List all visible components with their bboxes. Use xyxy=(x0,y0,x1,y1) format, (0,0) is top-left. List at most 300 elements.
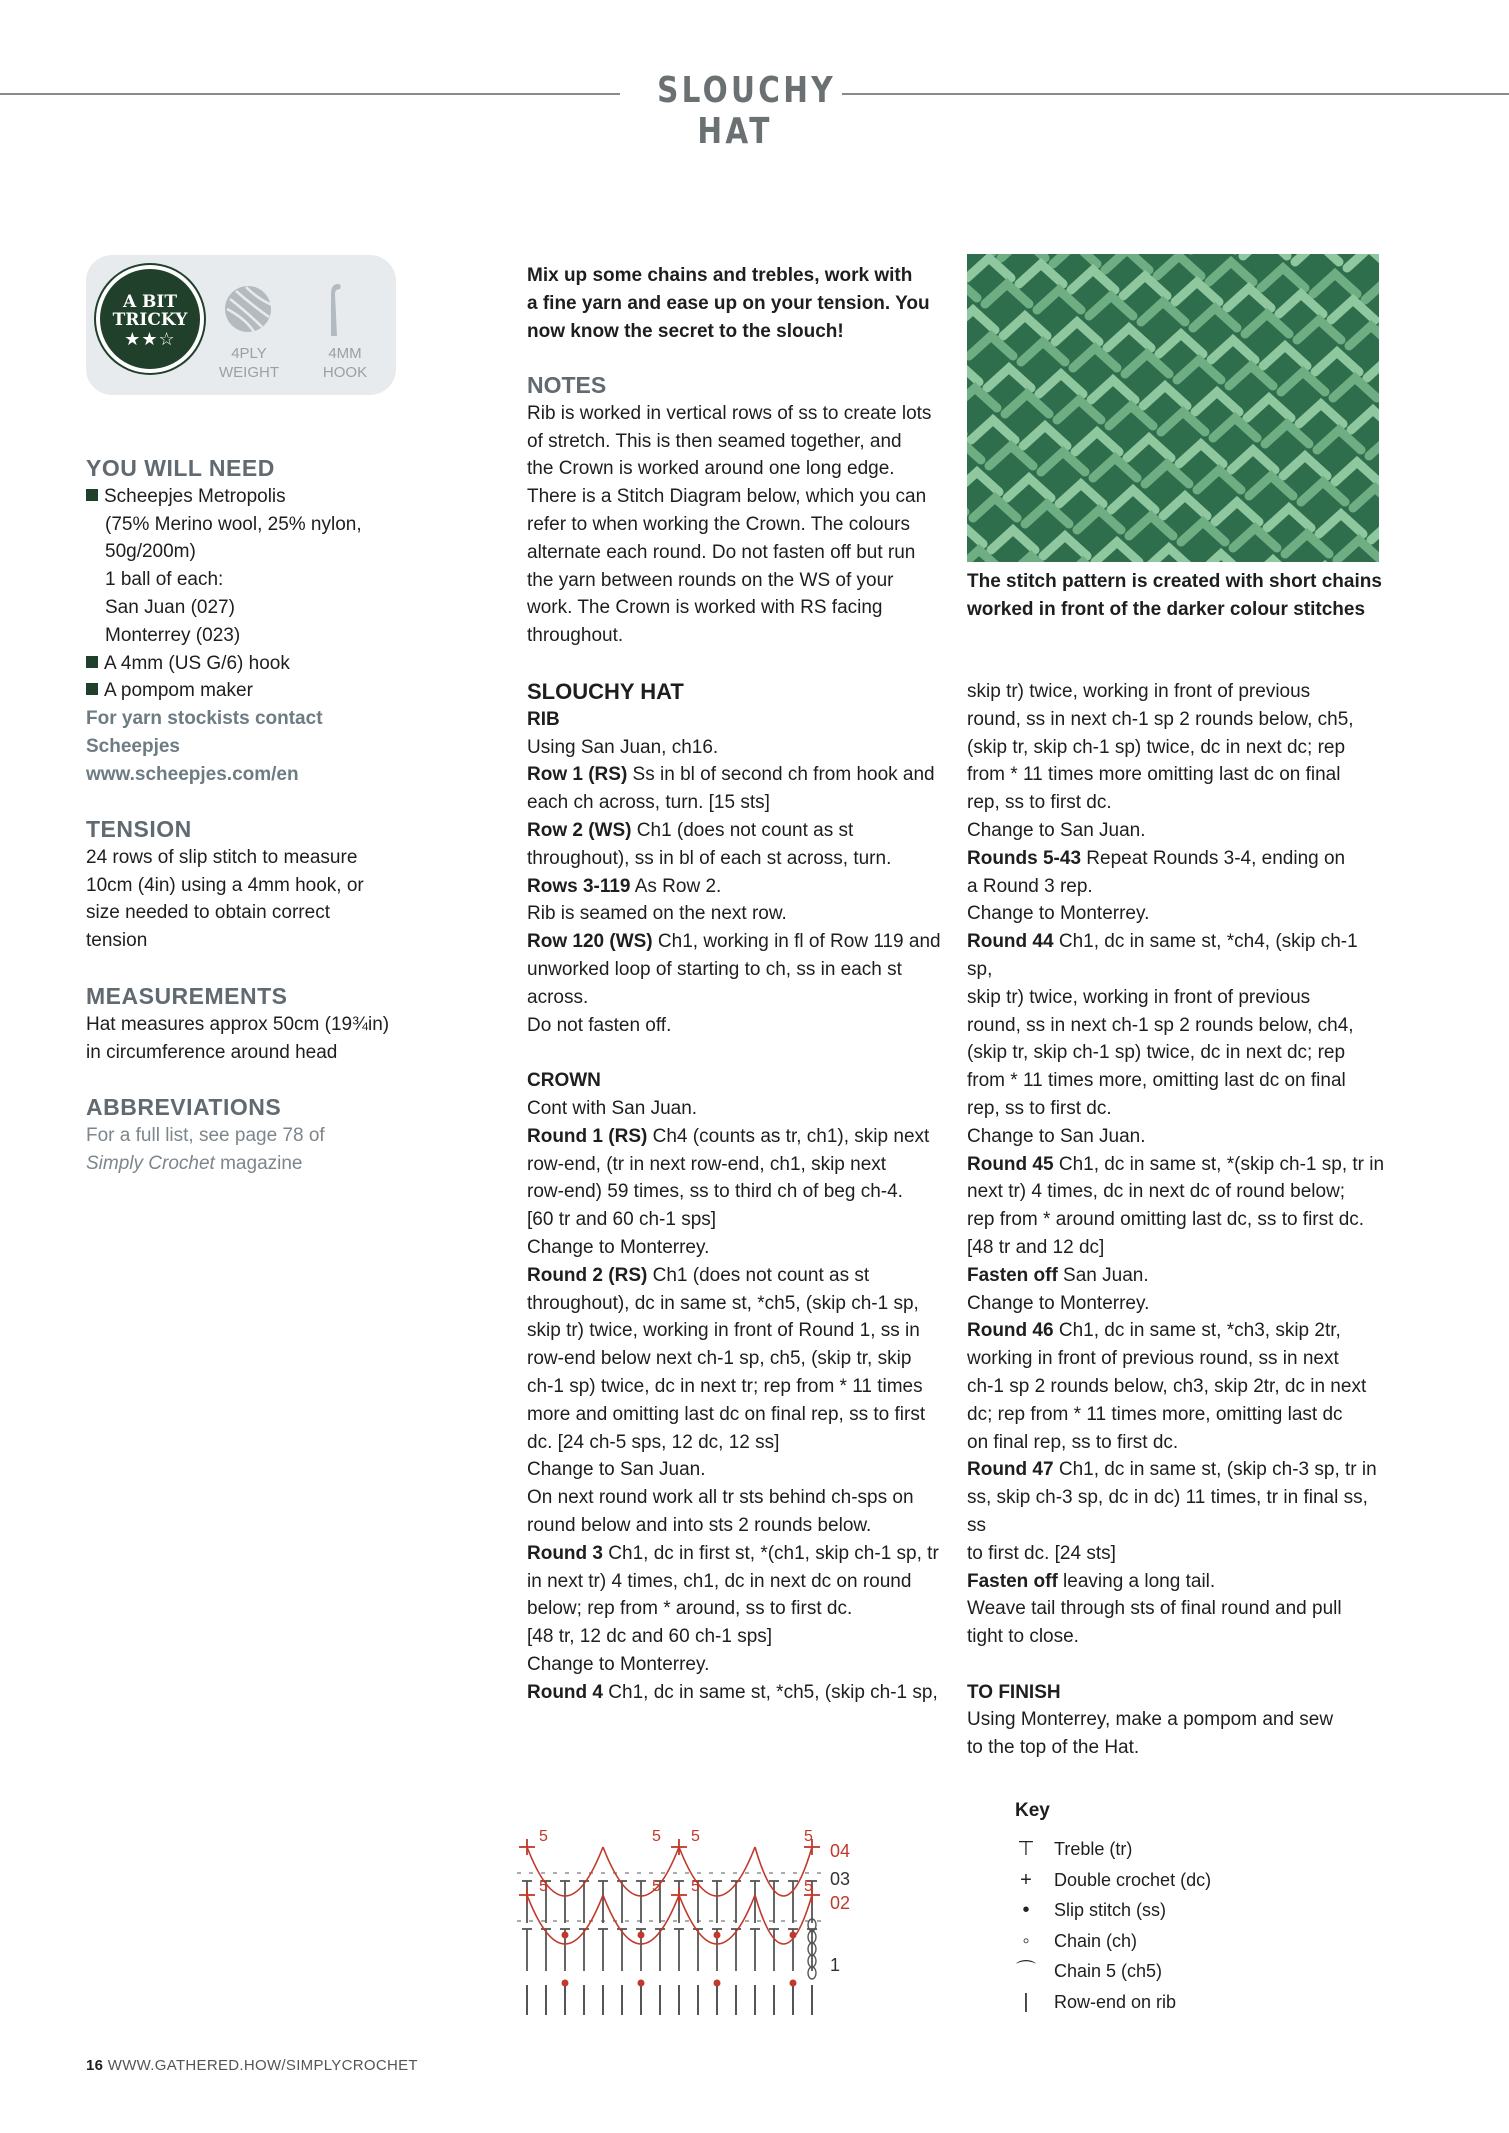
need-item: Monterrey (023) xyxy=(105,624,241,646)
knit-stitch-mark xyxy=(1317,430,1361,450)
header-rule-right xyxy=(842,93,1509,95)
difficulty-badge xyxy=(96,265,204,373)
instruction-text: dc. [24 ch-5 sps, 12 dc, 12 ss] xyxy=(527,1431,780,1453)
knit-stitch-mark xyxy=(1003,316,1047,336)
need-item: 50g/200m) xyxy=(105,541,196,563)
instruction-line xyxy=(967,1095,1387,1123)
instruction-line xyxy=(967,873,1387,901)
instruction-text: Ch1, dc in same st, (skip ch-3 sp, tr in xyxy=(1053,1459,1377,1481)
key-row xyxy=(1012,1897,1312,1923)
chain-count-label: 5 xyxy=(652,1828,661,1845)
knit-stitch-mark xyxy=(1233,528,1277,548)
knit-stitch-mark xyxy=(1075,432,1119,452)
instruction-label: Round 46 xyxy=(967,1320,1054,1342)
hook-line1: 4MM xyxy=(328,345,362,362)
instruction-label: Round 3 xyxy=(527,1542,603,1564)
instruction-text: Change to Monterrey. xyxy=(967,1292,1150,1314)
measurements-line: in circumference around head xyxy=(86,1041,338,1063)
instruction-line xyxy=(527,1178,957,1206)
tension-line: size needed to obtain correct xyxy=(86,902,330,924)
knit-stitch-mark xyxy=(1301,482,1345,502)
need-item: A pompom maker xyxy=(86,677,416,705)
chain-5-arc xyxy=(755,1895,812,1944)
knit-stitch-mark xyxy=(967,258,1011,278)
instruction-text: across. xyxy=(527,986,589,1008)
knit-stitch-mark xyxy=(1181,522,1225,542)
difficulty-line2: TRICKY xyxy=(112,310,188,330)
instruction-text: dc; rep from * 11 times more, omitting last dc xyxy=(967,1403,1343,1425)
instruction-text: Ch1, dc in same st, *(skip ch-1 sp, tr in xyxy=(1053,1153,1385,1175)
instruction-line xyxy=(967,817,1387,845)
knit-stitch-mark xyxy=(1159,334,1203,354)
instruction-text: row-end, (tr in next row-end, ch1, skip next xyxy=(527,1153,887,1175)
instruction-line xyxy=(527,1401,957,1429)
notes-line: throughout. xyxy=(527,625,624,647)
knit-stitch-mark xyxy=(1265,424,1309,444)
knit-stitch-mark xyxy=(1245,314,1289,334)
knit-stitch-mark xyxy=(1089,296,1133,316)
key-row xyxy=(1012,1928,1312,1954)
instruction-text: Using San Juan, ch16. xyxy=(527,736,719,758)
footer-url: WWW.GATHERED.HOW/SIMPLYCROCHET xyxy=(107,2057,418,2074)
instruction-text: from * 11 times more omitting last dc on final xyxy=(967,764,1341,786)
you-will-need-section xyxy=(86,455,416,789)
knit-stitch-mark xyxy=(1001,254,1045,258)
knit-stitch-mark xyxy=(967,550,1001,562)
knit-stitch-mark xyxy=(1041,452,1085,472)
weight-line2: WEIGHT xyxy=(219,364,279,381)
chain-count-label: 5 xyxy=(691,1828,700,1845)
instruction-text: Repeat Rounds 3-4, ending on xyxy=(1081,847,1346,869)
chain-count-label: 5 xyxy=(539,1828,548,1845)
intro-line: now know the secret to the slouch! xyxy=(527,320,844,342)
knit-texture-image xyxy=(967,254,1379,562)
instruction-text: Ch4 (counts as tr, ch1), skip next xyxy=(647,1125,930,1147)
knit-stitch-mark xyxy=(1263,346,1307,366)
instruction-text: Ch1, working in fl of Row 119 and xyxy=(652,931,941,953)
instruction-text: round, ss in next ch-1 sp 2 rounds below, ch5, xyxy=(967,708,1354,730)
knit-stitch-mark xyxy=(1053,254,1097,264)
knit-stitch-mark xyxy=(1295,254,1339,262)
instruction-line xyxy=(527,1095,957,1123)
knit-stitch-mark xyxy=(1211,340,1255,360)
key-label: Chain 5 (ch5) xyxy=(1054,1961,1163,1981)
finish-heading: TO FINISH xyxy=(967,1681,1061,1703)
chain-count-label: 5 xyxy=(804,1828,813,1845)
chain-count-label: 5 xyxy=(539,1878,548,1895)
instruction-text: leaving a long tail. xyxy=(1057,1570,1216,1592)
hook-line2: HOOK xyxy=(322,364,368,381)
instruction-line xyxy=(967,984,1387,1012)
instruction-line xyxy=(527,761,957,789)
knit-stitch-mark xyxy=(1123,276,1167,296)
instruction-line xyxy=(527,1345,957,1373)
instruction-line xyxy=(967,761,1387,789)
stockists-line: For yarn stockists contact xyxy=(86,708,323,730)
rib-instructions xyxy=(527,734,957,1040)
knit-stitch-mark xyxy=(1199,554,1243,562)
instruction-text: Ch1, dc in same st, *ch4, (skip ch-1 sp, xyxy=(967,931,1358,980)
notes-section xyxy=(527,372,947,650)
instruction-text: in next tr) 4 times, ch1, dc in next dc on round xyxy=(527,1570,912,1592)
instruction-text: on final rep, ss to first dc. xyxy=(967,1431,1179,1453)
instruction-text: row-end) 59 times, ss to third ch of beg ch-4. xyxy=(527,1181,903,1203)
caption-line: worked in front of the darker colour stitches xyxy=(967,598,1366,620)
knit-stitch-mark xyxy=(1229,366,1273,386)
instruction-line xyxy=(967,1373,1387,1401)
key-row xyxy=(1012,1867,1312,1893)
instruction-text: Change to San Juan. xyxy=(967,819,1146,841)
instruction-text: round, ss in next ch-1 sp 2 rounds below, ch4, xyxy=(967,1014,1354,1036)
slip-stitch-mark xyxy=(790,1980,797,1987)
knit-stitch-mark xyxy=(1299,404,1343,424)
slip-stitch-mark xyxy=(562,1932,569,1939)
instruction-text: Do not fasten off. xyxy=(527,1014,672,1036)
knit-stitch-mark xyxy=(1071,270,1115,290)
abbreviations-line: Simply Crochet magazine xyxy=(86,1152,303,1174)
need-item: A 4mm (US G/6) hook xyxy=(86,650,416,678)
tension-section xyxy=(86,816,416,955)
instruction-line xyxy=(527,928,957,956)
instruction-line xyxy=(967,1484,1387,1540)
instruction-line xyxy=(527,1012,957,1040)
crown-instructions xyxy=(527,1095,957,1707)
instruction-text: Ch1 (does not count as st xyxy=(647,1264,870,1286)
chain-count-label: 5 xyxy=(804,1878,813,1895)
instruction-label: Round 2 (RS) xyxy=(527,1264,648,1286)
instruction-line xyxy=(527,1317,957,1345)
instruction-line xyxy=(527,1595,957,1623)
knit-stitch-mark xyxy=(1105,254,1149,270)
knit-stitch-mark xyxy=(967,524,983,544)
knit-stitch-mark xyxy=(1281,372,1325,392)
instruction-text: Change to Monterrey. xyxy=(527,1653,710,1675)
knit-stitch-mark xyxy=(1023,426,1067,446)
bullet-icon xyxy=(86,683,98,695)
notes-line: refer to when working the Crown. The colours xyxy=(527,513,910,535)
slip-stitch-mark xyxy=(562,1980,569,1987)
knit-stitch-mark xyxy=(1175,282,1219,302)
instruction-text: working in front of previous round, ss in next xyxy=(967,1348,1339,1370)
knit-stitch-mark xyxy=(1315,352,1359,372)
slip-stitch-symbol-icon: • xyxy=(1022,1899,1030,1921)
instruction-label: Round 44 xyxy=(967,931,1054,953)
instruction-line xyxy=(967,734,1387,762)
instruction-line xyxy=(967,1178,1387,1206)
key-row xyxy=(1012,1989,1312,2015)
instruction-line xyxy=(527,1623,957,1651)
instruction-line xyxy=(967,678,1387,706)
instruction-text: rep, ss to first dc. xyxy=(967,1097,1112,1119)
knit-stitch-mark xyxy=(1213,418,1257,438)
chain-count-label: 5 xyxy=(652,1878,661,1895)
instruction-line xyxy=(527,1123,957,1151)
instruction-line xyxy=(967,1012,1387,1040)
knit-stitch-mark xyxy=(1333,378,1377,398)
knit-stitch-mark xyxy=(991,530,1035,550)
knit-stitch-mark xyxy=(1261,268,1305,288)
instruction-line xyxy=(527,1568,957,1596)
chain-count-label: 5 xyxy=(691,1878,700,1895)
instruction-text: Change to Monterrey. xyxy=(967,903,1150,925)
knit-stitch-mark xyxy=(1353,488,1379,508)
notes-line: of stretch. This is then seamed together, and xyxy=(527,430,902,452)
instruction-label: Fasten off xyxy=(967,1264,1058,1286)
instruction-text: skip tr) twice, working in front of previous xyxy=(967,681,1311,702)
intro-line: Mix up some chains and trebles, work with xyxy=(527,265,913,286)
finish-line: Using Monterrey, make a pompom and sew xyxy=(967,1709,1334,1731)
instruction-text: Weave tail through sts of final round and pull xyxy=(967,1598,1342,1620)
knit-stitch-mark xyxy=(969,336,1013,356)
instruction-line xyxy=(967,789,1387,817)
instruction-label: Row 120 (WS) xyxy=(527,931,653,953)
stockists-link[interactable]: www.scheepjes.com/en xyxy=(86,763,299,785)
abbreviations-section xyxy=(86,1094,416,1177)
instruction-text: (skip tr, skip ch-1 sp) twice, dc in next dc; rep xyxy=(967,1042,1346,1064)
instruction-text: from * 11 times more, omitting last dc on final xyxy=(967,1070,1346,1092)
instruction-label: Round 47 xyxy=(967,1459,1054,1481)
key-label: Row-end on rib xyxy=(1054,1991,1177,2012)
notes-line: There is a Stitch Diagram below, which you can xyxy=(527,486,927,508)
instruction-line xyxy=(967,1345,1387,1373)
abbreviations-line: For a full list, see page 78 of xyxy=(86,1124,325,1146)
knit-stitch-mark xyxy=(1107,328,1151,348)
instruction-line xyxy=(967,1234,1387,1262)
knit-stitch-mark xyxy=(1007,478,1051,498)
instruction-text: Ch1 (does not count as st xyxy=(631,819,854,841)
knit-stitch-mark xyxy=(1057,400,1101,420)
knit-stitch-mark xyxy=(1073,348,1117,368)
knit-stitch-mark xyxy=(1197,470,1241,490)
caption-line: The stitch pattern is created with short chains xyxy=(967,571,1382,592)
instruction-line xyxy=(527,1456,957,1484)
abbreviations-heading: ABBREVIATIONS xyxy=(86,1094,282,1120)
knit-stitch-mark xyxy=(1163,496,1207,516)
knit-stitch-mark xyxy=(1161,412,1205,432)
notes-line: Rib is worked in vertical rows of ss to create lots xyxy=(527,402,932,424)
knit-stitch-mark xyxy=(1371,520,1379,540)
instruction-label: Fasten off xyxy=(967,1570,1058,1592)
photo-caption xyxy=(967,568,1387,624)
instruction-text: Change to San Juan. xyxy=(967,1125,1146,1147)
intro-text xyxy=(527,262,947,345)
instruction-line xyxy=(967,1456,1387,1484)
instruction-line xyxy=(527,1206,957,1234)
knit-stitch-mark xyxy=(1297,320,1341,340)
key-label: Treble (tr) xyxy=(1054,1839,1133,1859)
instruction-line xyxy=(967,1123,1387,1151)
instruction-line xyxy=(967,845,1387,873)
knit-stitch-mark xyxy=(1143,386,1187,406)
notes-line: alternate each round. Do not fasten off but run xyxy=(527,541,916,563)
knit-stitch-mark xyxy=(1129,516,1173,536)
bullet-icon xyxy=(86,656,98,668)
instruction-line xyxy=(967,1262,1387,1290)
need-item: 1 ball of each: xyxy=(105,569,224,591)
instruction-text: (skip tr, skip ch-1 sp) twice, dc in next dc; rep xyxy=(967,736,1346,758)
instruction-line xyxy=(527,789,957,817)
instruction-line xyxy=(527,1679,957,1707)
instruction-line xyxy=(527,1262,957,1290)
slip-stitch-mark xyxy=(790,1932,797,1939)
instruction-line xyxy=(967,1067,1387,1095)
notes-heading: NOTES xyxy=(527,372,607,398)
instruction-line xyxy=(967,1540,1387,1568)
knit-stitch-mark xyxy=(1141,302,1185,322)
instruction-text: below; rep from * around, ss to first dc. xyxy=(527,1598,853,1620)
instruction-text: next tr) 4 times, dc in next dc of round below; xyxy=(967,1181,1346,1203)
instruction-label: Rounds 5-43 xyxy=(967,847,1082,869)
notes-line: the yarn between rounds on the WS of your xyxy=(527,569,894,591)
knit-stitch-mark xyxy=(1043,536,1087,556)
row-number-label: 04 xyxy=(830,1841,851,1861)
instruction-text: rep from * around omitting last dc, ss to first dc. xyxy=(967,1209,1365,1231)
knit-stitch-mark xyxy=(1367,358,1379,378)
instruction-text: throughout), dc in same st, *ch5, (skip ch-1 sp, xyxy=(527,1292,919,1314)
knit-stitch-mark xyxy=(1209,262,1253,282)
row-number-label: 1 xyxy=(830,1955,841,1975)
tension-line: 24 rows of slip stitch to measure xyxy=(86,846,358,868)
knit-stitch-mark xyxy=(1179,444,1223,464)
instruction-text: skip tr) twice, working in front of previous xyxy=(967,986,1311,1008)
chain-5-symbol-icon: ⌒ xyxy=(1016,1960,1036,1982)
need-item: (75% Merino wool, 25% nylon, xyxy=(105,513,362,535)
knit-stitch-mark xyxy=(1145,464,1189,484)
page-footer xyxy=(86,2057,418,2074)
instruction-line xyxy=(527,1151,957,1179)
instruction-text: Change to Monterrey. xyxy=(527,1236,710,1258)
instruction-line xyxy=(967,1290,1387,1318)
double-crochet-symbol-icon: + xyxy=(1020,1868,1032,1891)
knit-stitch-mark xyxy=(1285,534,1329,554)
notes-line: work. The Crown is worked with RS facing xyxy=(527,597,883,619)
instruction-line xyxy=(527,1373,957,1401)
tension-heading: TENSION xyxy=(86,816,192,842)
instruction-line xyxy=(527,1484,957,1512)
knit-stitch-mark xyxy=(985,284,1029,304)
knit-stitch-mark xyxy=(1349,326,1379,346)
measurements-section xyxy=(86,983,416,1066)
instruction-label: Round 4 xyxy=(527,1681,603,1703)
instruction-line xyxy=(967,928,1387,984)
instruction-text: Cont with San Juan. xyxy=(527,1097,698,1119)
knit-stitch-mark xyxy=(1283,456,1327,476)
diagram-key xyxy=(1012,1836,1312,2026)
knit-stitch-mark xyxy=(1335,462,1379,482)
knit-stitch-mark xyxy=(1109,406,1153,426)
knit-stitch-mark xyxy=(1193,308,1237,328)
instruction-text: As Row 2. xyxy=(630,875,722,897)
instruction-line xyxy=(967,1151,1387,1179)
key-label: Chain (ch) xyxy=(1054,1930,1138,1951)
yarn-ball-icon xyxy=(222,283,274,335)
key-row xyxy=(1012,1958,1312,1984)
instruction-text: ss, skip ch-3 sp, dc in dc) 11 times, tr in final ss, ss xyxy=(967,1487,1368,1536)
instruction-line xyxy=(527,956,957,984)
instruction-line xyxy=(527,1290,957,1318)
instruction-line xyxy=(967,1317,1387,1345)
instruction-line xyxy=(967,1568,1387,1596)
weight-line1: 4PLY xyxy=(231,345,267,362)
knit-stitch-mark xyxy=(1369,436,1379,456)
knit-stitch-mark xyxy=(1111,490,1155,510)
instruction-text: ch-1 sp) twice, dc in next tr; rep from * 11 times xyxy=(527,1375,923,1397)
knit-stitch-mark xyxy=(1147,548,1191,562)
instruction-line xyxy=(967,706,1387,734)
instruction-text: Change to San Juan. xyxy=(527,1459,706,1481)
knit-stitch-mark xyxy=(1331,300,1375,320)
knit-stitch-mark xyxy=(1365,280,1379,300)
instruction-line xyxy=(527,1540,957,1568)
instruction-text: more and omitting last dc on final rep, ss to first xyxy=(527,1403,926,1425)
chain-symbol-icon: ◦ xyxy=(1022,1929,1030,1952)
page-number: 16 xyxy=(86,2057,104,2074)
page-title: SLOUCHY HAT xyxy=(657,70,836,152)
crown-heading: CROWN xyxy=(527,1070,601,1092)
you-will-need-heading: YOU WILL NEED xyxy=(86,455,275,481)
instruction-line xyxy=(967,1401,1387,1429)
instruction-text: to first dc. [24 sts] xyxy=(967,1542,1116,1564)
knit-stitch-mark xyxy=(1319,514,1363,534)
knit-stitch-mark xyxy=(1019,264,1063,284)
instruction-text: Ch1, dc in same st, *ch3, skip 2tr, xyxy=(1053,1320,1341,1342)
knit-stitch-mark xyxy=(967,310,995,330)
row-end-symbol-icon: | xyxy=(1023,1990,1029,2013)
difficulty-stars: ★★☆ xyxy=(124,329,176,350)
knit-stitch-mark xyxy=(1267,508,1311,528)
notes-line: the Crown is worked around one long edge. xyxy=(527,458,895,480)
slip-stitch-mark xyxy=(638,1932,645,1939)
instruction-line xyxy=(527,1234,957,1262)
key-row xyxy=(1012,1836,1312,1862)
crown-instructions-continued xyxy=(967,678,1387,1651)
knit-stitch-mark xyxy=(1005,394,1049,414)
knit-stitch-mark xyxy=(973,498,1017,518)
knit-stitch-mark xyxy=(987,368,1031,388)
treble-symbol-icon: ⊤ xyxy=(1017,1838,1035,1860)
knit-stitch-mark xyxy=(1127,438,1171,458)
instruction-text: [48 tr and 12 dc] xyxy=(967,1236,1105,1258)
knit-stitch-photo xyxy=(967,254,1379,562)
knit-stitch-mark xyxy=(1347,254,1379,268)
instruction-line xyxy=(967,1595,1387,1623)
instruction-line xyxy=(527,845,957,873)
knit-stitch-mark xyxy=(1227,288,1271,308)
knit-stitch-mark xyxy=(1093,458,1137,478)
knit-stitch-mark xyxy=(1195,392,1239,412)
instruction-line xyxy=(527,873,957,901)
row-number-label: 02 xyxy=(830,1893,851,1913)
instruction-text: each ch across, turn. [15 sts] xyxy=(527,792,770,814)
instruction-line xyxy=(527,817,957,845)
knit-stitch-mark xyxy=(1231,450,1275,470)
instruction-text: unworked loop of starting to ch, ss in each st xyxy=(527,958,902,980)
instruction-line xyxy=(527,1429,957,1457)
knit-stitch-mark xyxy=(989,446,1033,466)
instruction-line xyxy=(527,734,957,762)
knit-stitch-mark xyxy=(1077,510,1121,530)
tension-line: 10cm (4in) using a 4mm hook, or xyxy=(86,874,364,896)
instruction-text: Rib is seamed on the next row. xyxy=(527,903,787,925)
header-rule-left xyxy=(0,93,620,95)
weight-label xyxy=(204,344,294,382)
knit-stitch-mark xyxy=(1059,484,1103,504)
instruction-text: a Round 3 rep. xyxy=(967,875,1093,897)
instruction-text: [48 tr, 12 dc and 60 ch-1 sps] xyxy=(527,1626,773,1648)
need-item: San Juan (027) xyxy=(105,596,235,618)
instruction-text: Ch1, dc in same st, *ch5, (skip ch-1 sp, xyxy=(603,1681,938,1703)
instruction-text: Ss in bl of second ch from hook and xyxy=(627,764,935,786)
